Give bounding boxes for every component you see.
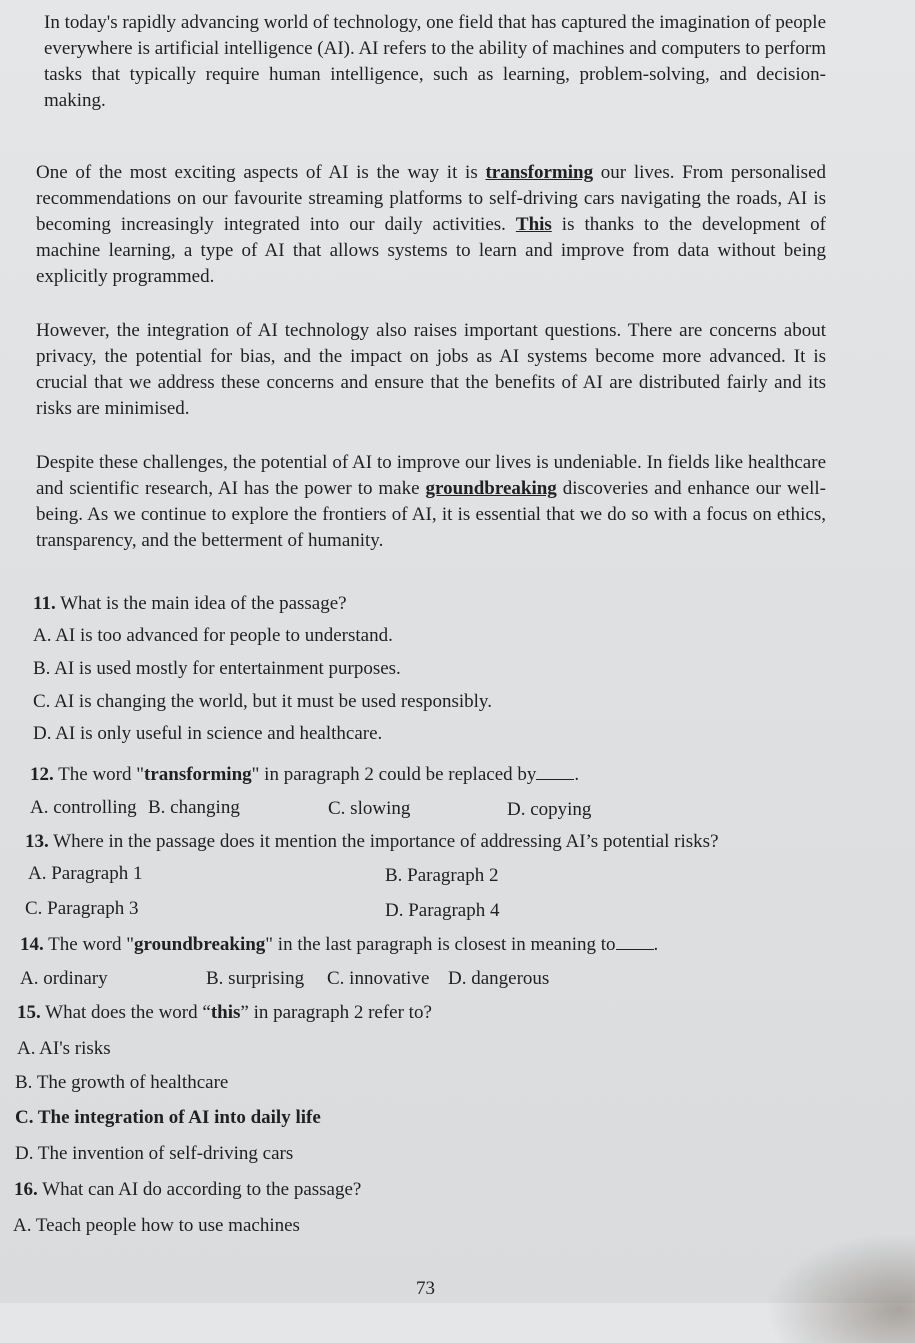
q11-option-b[interactable]: B. AI is used mostly for entertainment purposes. xyxy=(33,658,401,679)
question-number: 16. xyxy=(14,1179,38,1200)
question-number: 13. xyxy=(25,831,49,852)
underlined-word-this: This xyxy=(515,214,552,235)
question-text: What can AI do according to the passage? xyxy=(37,1179,362,1200)
question-number: 11. xyxy=(33,593,56,614)
question-number: 15. xyxy=(17,1002,41,1023)
page-number: 73 xyxy=(416,1278,435,1299)
question-14: 14. The word "groundbreaking" in the last paragraph is closest in meaning to . xyxy=(20,934,659,955)
underlined-word-transforming: transforming xyxy=(485,162,594,183)
question-number: 12. xyxy=(30,764,54,785)
paragraph-2 xyxy=(36,160,826,290)
question-13 xyxy=(25,830,719,854)
question-16 xyxy=(14,1178,361,1202)
answer-blank[interactable] xyxy=(536,765,574,780)
paragraph-4-text-b: discoveries and enhance our well-being. As we continue to explore the frontiers of AI, it is essential that we do so with a focus on ethics, transparency, and the betterment of humanity. xyxy=(36,478,826,551)
q13-option-d[interactable]: D. Paragraph 4 xyxy=(385,900,500,921)
q12-option-a[interactable]: A. controlling xyxy=(30,797,137,818)
q15-option-a[interactable]: A. AI's risks xyxy=(17,1038,111,1059)
q11-option-a[interactable]: A. AI is too advanced for people to understand. xyxy=(33,625,393,646)
q15-option-b[interactable]: B. The growth of healthcare xyxy=(15,1072,229,1093)
question-text: Where in the passage does it mention the importance of addressing AI’s potential risks? xyxy=(48,831,719,852)
q13-option-a[interactable]: A. Paragraph 1 xyxy=(28,863,143,884)
q12-option-c[interactable]: C. slowing xyxy=(328,798,411,819)
paragraph-2-text-a: One of the most exciting aspects of AI is the way it is xyxy=(36,162,486,183)
q13-option-b[interactable]: B. Paragraph 2 xyxy=(385,865,499,886)
q15-option-c[interactable]: C. The integration of AI into daily life xyxy=(15,1107,321,1128)
q15-option-d[interactable]: D. The invention of self-driving cars xyxy=(15,1143,294,1164)
finger-shadow xyxy=(765,1233,915,1343)
q12-option-b[interactable]: B. changing xyxy=(148,797,240,818)
answer-blank[interactable] xyxy=(616,935,654,950)
question-number: 14. xyxy=(20,934,44,955)
question-keyword: groundbreaking xyxy=(134,934,266,955)
paragraph-1: In today's rapidly advancing world of technology, one field that has captured the imagination of people everywhere is artificial intelligence (AI). AI refers to the ability of machines and computers to perform tasks that typically require human intelligence, such as learning, problem-solving, and decision-making. xyxy=(44,12,827,111)
paragraph-4-text-a: Despite these challenges, the potential of AI to improve our lives is undeniable. In fields like healthcare and scientific research, AI has the power to make xyxy=(36,452,826,499)
paragraph-3: However, the integration of AI technology also raises important questions. There are concerns about privacy, the potential for bias, and the impact on jobs as AI systems become more advanced. It is crucial that we address these concerns and ensure that the benefits of AI are distributed fairly and its risks are minimised. xyxy=(36,320,826,419)
q11-option-c[interactable]: C. AI is changing the world, but it must be used responsibly. xyxy=(33,691,492,712)
q13-option-c[interactable]: C. Paragraph 3 xyxy=(25,898,139,919)
q14-option-c[interactable]: C. innovative xyxy=(327,968,430,989)
paragraph-4 xyxy=(36,450,826,554)
underlined-word-groundbreaking: groundbreaking xyxy=(425,478,557,499)
q11-option-d[interactable]: D. AI is only useful in science and healthcare. xyxy=(33,723,383,744)
q12-option-d[interactable]: D. copying xyxy=(507,799,592,820)
question-keyword: this xyxy=(210,1002,241,1023)
q14-option-d[interactable]: D. dangerous xyxy=(448,968,550,989)
question-text: What is the main idea of the passage? xyxy=(55,593,347,614)
q14-option-b[interactable]: B. surprising xyxy=(206,968,305,989)
q14-option-a[interactable]: A. ordinary xyxy=(20,968,108,989)
question-12: 12. The word "transforming" in paragraph 2 could be replaced by . xyxy=(30,764,580,785)
q16-option-a[interactable]: A. Teach people how to use machines xyxy=(13,1215,300,1236)
question-15: 15. What does the word “this” in paragraph 2 refer to? xyxy=(17,1002,432,1023)
paragraph-2-text-b: our lives. From personalised recommendations on our favourite streaming platforms to self-driving cars navigating the roads, AI is becoming increasingly integrated into our daily activities. xyxy=(36,162,827,235)
question-11 xyxy=(33,592,347,616)
question-keyword: transforming xyxy=(144,764,252,785)
paragraph-2-text-c: is thanks to the development of machine learning, a type of AI that allows systems to learn and improve from data without being explicitly programmed. xyxy=(36,214,826,287)
